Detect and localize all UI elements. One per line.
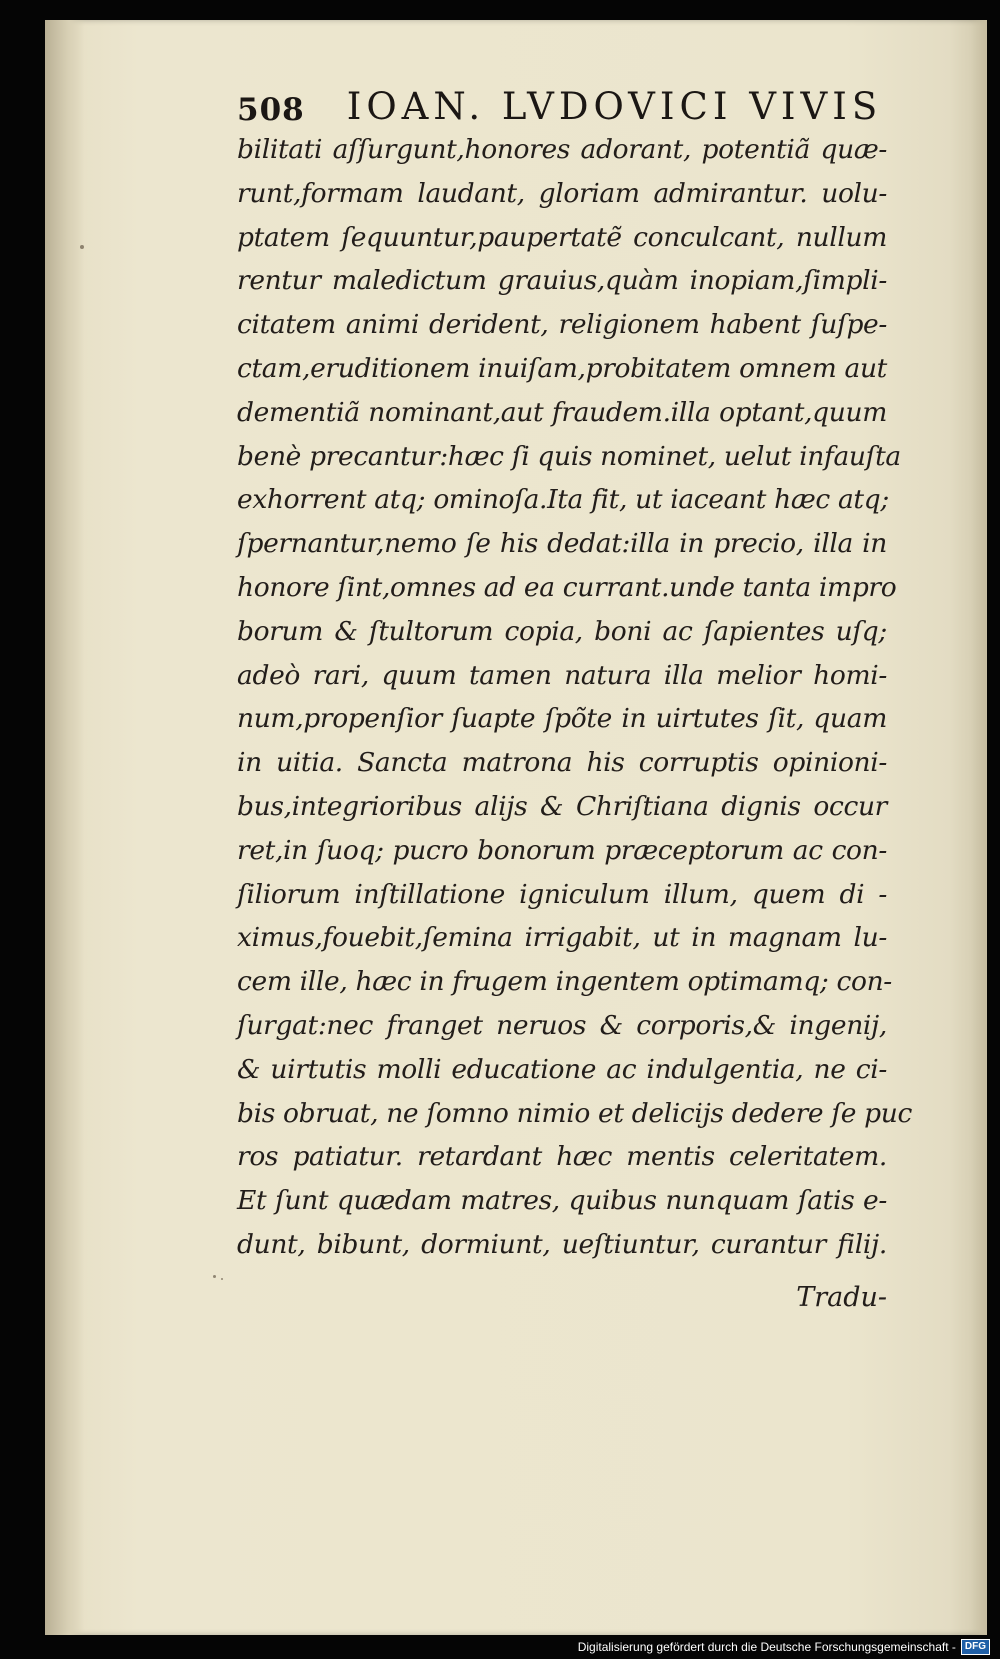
body-text (237, 128, 913, 1267)
text-line: & uirtutis molli educatione ac indulgentia, ne ci- (237, 1053, 887, 1085)
running-head (237, 72, 887, 128)
ink-spot (80, 245, 84, 249)
text-line: exhorrent atq; ominoſa.Ita fit, ut iaceant hæc atq; (237, 484, 889, 516)
text-line: honore ſint,omnes ad ea currant.unde tanta impro (237, 571, 897, 603)
text-line: dementiã nominant,aut fraudem.illa optant,quum (237, 396, 887, 428)
digitization-footer (0, 1635, 1000, 1659)
text-line: ſpernantur,nemo ſe his dedat:illa in precio, illa in (237, 528, 887, 560)
text-line: dunt, bibunt, dormiunt, ueſtiuntur, curantur filij. (237, 1228, 887, 1260)
text-line: cem ille, hæc in frugem ingentem optimamq; con- (237, 966, 892, 998)
text-line: benè precantur:hæc ſi quis nominet, uelut infauſta (237, 440, 901, 472)
text-line: ret,in ſuoq; pucro bonorum præceptorum ac con- (237, 834, 887, 866)
catchword: Tradu- (796, 1282, 887, 1313)
catchword-row (237, 1282, 887, 1326)
text-line: in uitia. Sancta matrona his corruptis opinioni- (237, 747, 887, 779)
text-line: bis obruat, ne ſomno nimio et delicijs dedere ſe puc (237, 1097, 913, 1129)
text-line: ſiliorum inſtillatione igniculum illum, quem di - (237, 878, 887, 910)
text-line: Et ſunt quædam matres, quibus nunquam ſatis e- (237, 1185, 887, 1217)
text-line: ros patiatur. retardant hæc mentis celeritatem. (237, 1141, 887, 1173)
text-line: borum & ſtultorum copia, boni ac ſapientes uſq; (237, 615, 887, 647)
text-line: ctam,eruditionem inuiſam,probitatem omnem aut (237, 352, 887, 384)
text-line: rentur maledictum grauius,quàm inopiam,ſimpli- (237, 265, 887, 297)
text-line: ptatem ſequuntur,paupertatẽ conculcant, nullum (237, 221, 887, 253)
dfg-logo-icon: DFG (961, 1639, 990, 1655)
text-line: runt,formam laudant, gloriam admirantur. uolu- (237, 177, 887, 209)
text-line: bilitati aſſurgunt,honores adorant, potentiã quæ- (237, 134, 887, 165)
text-line: bus,integrioribus alijs & Chriſtiana dignis occur (237, 790, 887, 822)
ink-spot (213, 1275, 216, 1278)
text-line: adeò rari, quum tamen natura illa melior homi- (237, 659, 887, 691)
text-line: citatem animi derident, religionem habent ſuſpe- (237, 309, 887, 341)
page-edge-shadow (971, 20, 987, 1635)
running-title: IOAN. LVDOVICI VIVIS (346, 85, 883, 128)
text-line: num,propenſior ſuapte ſpõte in uirtutes ſit, quam (237, 703, 887, 735)
ink-spot (221, 1278, 223, 1280)
page-number: 508 (237, 92, 305, 128)
text-line: ximus,fouebit,ſemina irrigabit, ut in magnam lu- (237, 922, 887, 954)
funding-credit: Digitalisierung gefördert durch die Deutsche Forschungsgemeinschaft - (577, 1640, 956, 1654)
text-line: ſurgat:nec franget neruos & corporis,& ingenij, (237, 1009, 887, 1041)
page-gutter-shadow (45, 20, 85, 1635)
